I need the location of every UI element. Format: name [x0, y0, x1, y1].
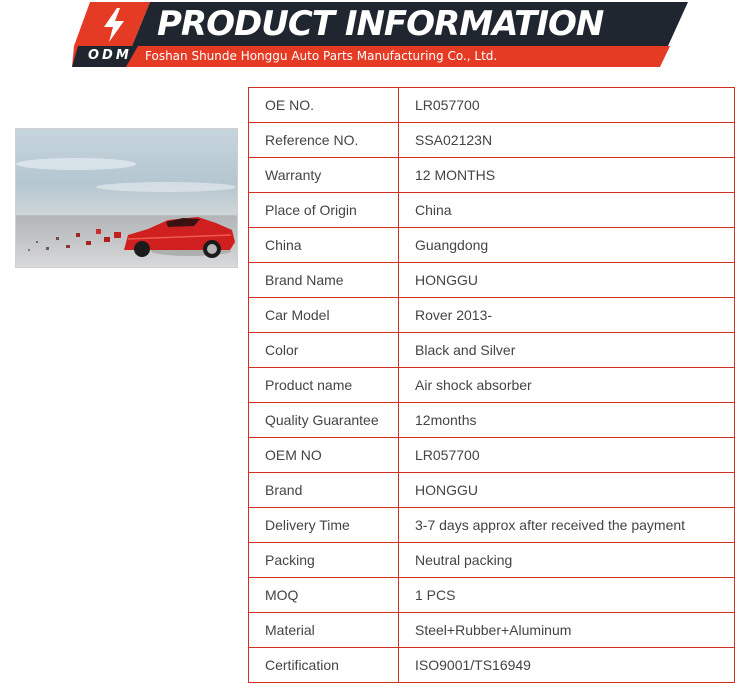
spec-value: 12months	[399, 403, 735, 438]
spec-row	[249, 438, 735, 473]
spec-row	[249, 508, 735, 543]
spec-value: HONGGU	[399, 263, 735, 298]
spec-value: Black and Silver	[399, 333, 735, 368]
spec-label: Car Model	[249, 298, 399, 333]
spec-label: Brand Name	[249, 263, 399, 298]
spec-label: OEM NO	[249, 438, 399, 473]
spec-label: Material	[249, 613, 399, 648]
spec-label: Reference NO.	[249, 123, 399, 158]
spec-label: Certification	[249, 648, 399, 683]
spec-label: MOQ	[249, 578, 399, 613]
odm-tag: ODM	[88, 48, 132, 63]
spec-row	[249, 368, 735, 403]
product-specs-table	[248, 87, 735, 683]
spec-value: 12 MONTHS	[399, 158, 735, 193]
spec-row	[249, 88, 735, 123]
sports-car-image	[16, 129, 238, 268]
spec-value: Air shock absorber	[399, 368, 735, 403]
spec-row	[249, 613, 735, 648]
banner-title: PRODUCT INFORMATION	[157, 4, 604, 44]
product-information-banner	[0, 0, 750, 70]
spec-value: 3-7 days approx after received the payment	[399, 508, 735, 543]
spec-row	[249, 123, 735, 158]
spec-value: 1 PCS	[399, 578, 735, 613]
spec-row	[249, 298, 735, 333]
spec-row	[249, 193, 735, 228]
spec-value: ISO9001/TS16949	[399, 648, 735, 683]
spec-row	[249, 158, 735, 193]
spec-value: Steel+Rubber+Aluminum	[399, 613, 735, 648]
spec-row	[249, 263, 735, 298]
spec-value: China	[399, 193, 735, 228]
spec-row	[249, 473, 735, 508]
spec-label: China	[249, 228, 399, 263]
spec-row	[249, 543, 735, 578]
spec-label: Brand	[249, 473, 399, 508]
spec-label: Place of Origin	[249, 193, 399, 228]
spec-row	[249, 648, 735, 683]
spec-row	[249, 228, 735, 263]
spec-label: Product name	[249, 368, 399, 403]
lightning-bolt-icon	[101, 8, 127, 42]
spec-value: HONGGU	[399, 473, 735, 508]
spec-label: Color	[249, 333, 399, 368]
spec-value: Neutral packing	[399, 543, 735, 578]
spec-label: Packing	[249, 543, 399, 578]
spec-value: Rover 2013-	[399, 298, 735, 333]
spec-label: Delivery Time	[249, 508, 399, 543]
spec-value: LR057700	[399, 88, 735, 123]
spec-row	[249, 403, 735, 438]
spec-label: OE NO.	[249, 88, 399, 123]
company-name: Foshan Shunde Honggu Auto Parts Manufacturing Co., Ltd.	[145, 49, 498, 63]
product-photo	[15, 128, 238, 268]
spec-label: Warranty	[249, 158, 399, 193]
spec-row	[249, 333, 735, 368]
spec-label: Quality Guarantee	[249, 403, 399, 438]
spec-value: Guangdong	[399, 228, 735, 263]
spec-value: SSA02123N	[399, 123, 735, 158]
spec-value: LR057700	[399, 438, 735, 473]
spec-row	[249, 578, 735, 613]
